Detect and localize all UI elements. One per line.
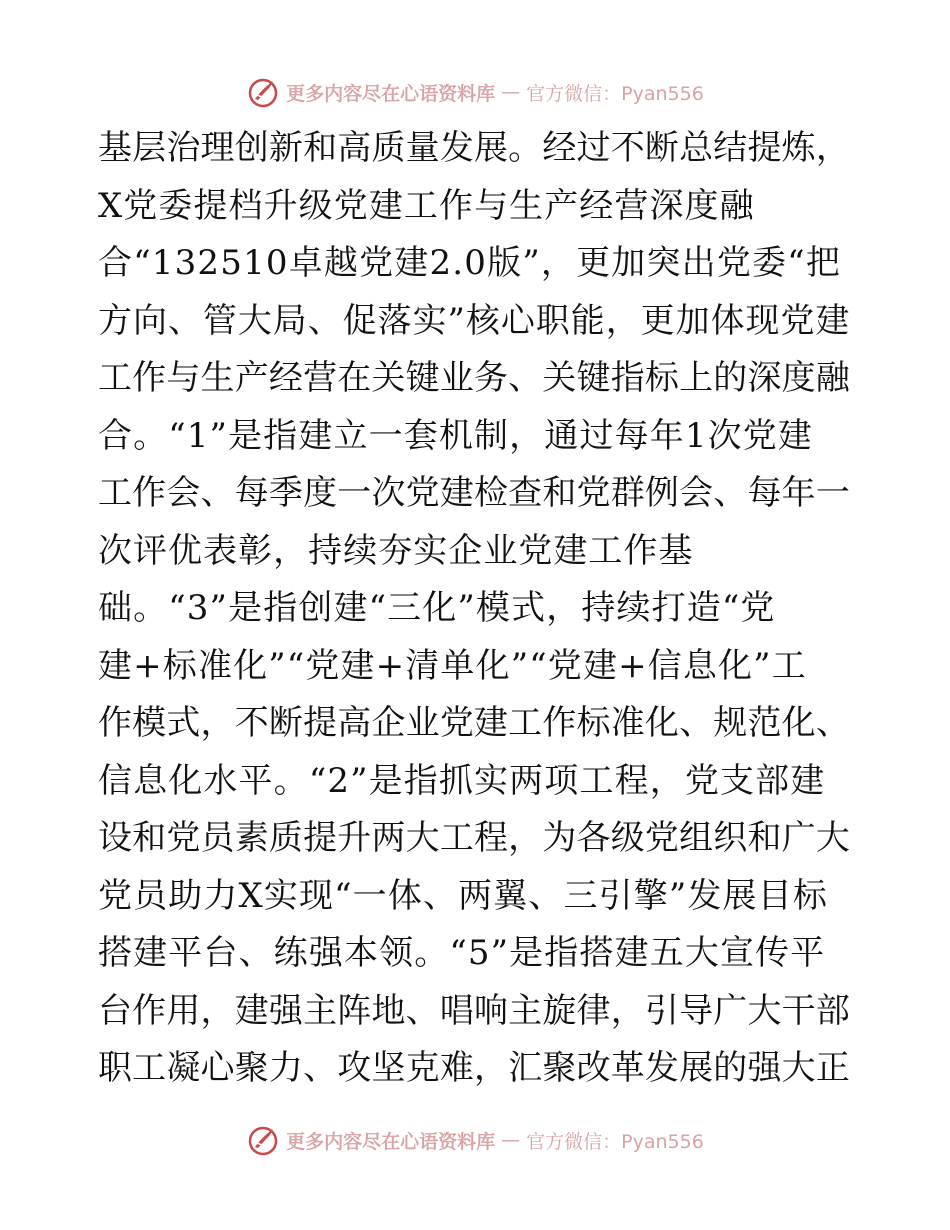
text-line: 次评优表彰，持续夯实企业党建工作基 — [98, 530, 694, 571]
logo-icon — [246, 75, 280, 109]
watermark-sub-text: 官方微信：Pyan556 — [526, 82, 704, 105]
footer-watermark — [0, 1120, 950, 1160]
watermark-main-text: 更多内容尽在心语资料库 — [286, 1130, 496, 1153]
text-line: 础。“3”是指创建“三化”模式，持续打造“党 — [98, 588, 776, 628]
text-line: 职工凝心聚力、攻坚克难，汇聚改革发展的强大正 — [98, 1048, 850, 1088]
text-line: X党委提档升级党建工作与生产经营深度融 — [98, 185, 755, 226]
watermark-main-text: 更多内容尽在心语资料库 — [286, 82, 496, 105]
text-line: 党员助力X实现“一体、两翼、三引擎”发展目标 — [98, 875, 828, 916]
text-line: 工作会、每季度一次党建检查和党群例会、每年一 — [98, 473, 850, 513]
text-line: 作模式，不断提高企业党建工作标准化、规范化、 — [98, 703, 850, 743]
watermark-sub-text: 官方微信：Pyan556 — [526, 1130, 704, 1153]
text-line: 合。“1”是指建立一套机制，通过每年1次党建 — [98, 415, 814, 456]
body-paragraph — [98, 120, 858, 1098]
watermark-dash: — — [501, 1129, 521, 1151]
text-line: 工作与生产经营在关键业务、关键指标上的深度融 — [98, 358, 850, 398]
text-line: 信息化水平。“2”是指抓实两项工程，党支部建 — [98, 760, 826, 801]
text-line: 建+标准化”“党建+清单化”“党建+信息化”工 — [98, 645, 807, 686]
watermark-dash: — — [501, 81, 521, 103]
text-line: 方向、管大局、促落实”核心职能，更加体现党建 — [98, 300, 851, 341]
text-line: 合“132510卓越党建2.0版”，更加突出党委“把 — [98, 243, 842, 283]
text-line: 搭建平台、练强本领。“5”是指搭建五大宣传平 — [98, 933, 826, 973]
header-watermark — [0, 72, 950, 112]
text-line: 设和党员素质提升两大工程，为各级党组织和广大 — [98, 818, 850, 858]
text-line: 基层治理创新和高质量发展。经过不断总结提炼， — [98, 128, 850, 168]
logo-icon — [246, 1123, 280, 1157]
text-line: 台作用，建强主阵地、唱响主旋律，引导广大干部 — [98, 990, 850, 1031]
